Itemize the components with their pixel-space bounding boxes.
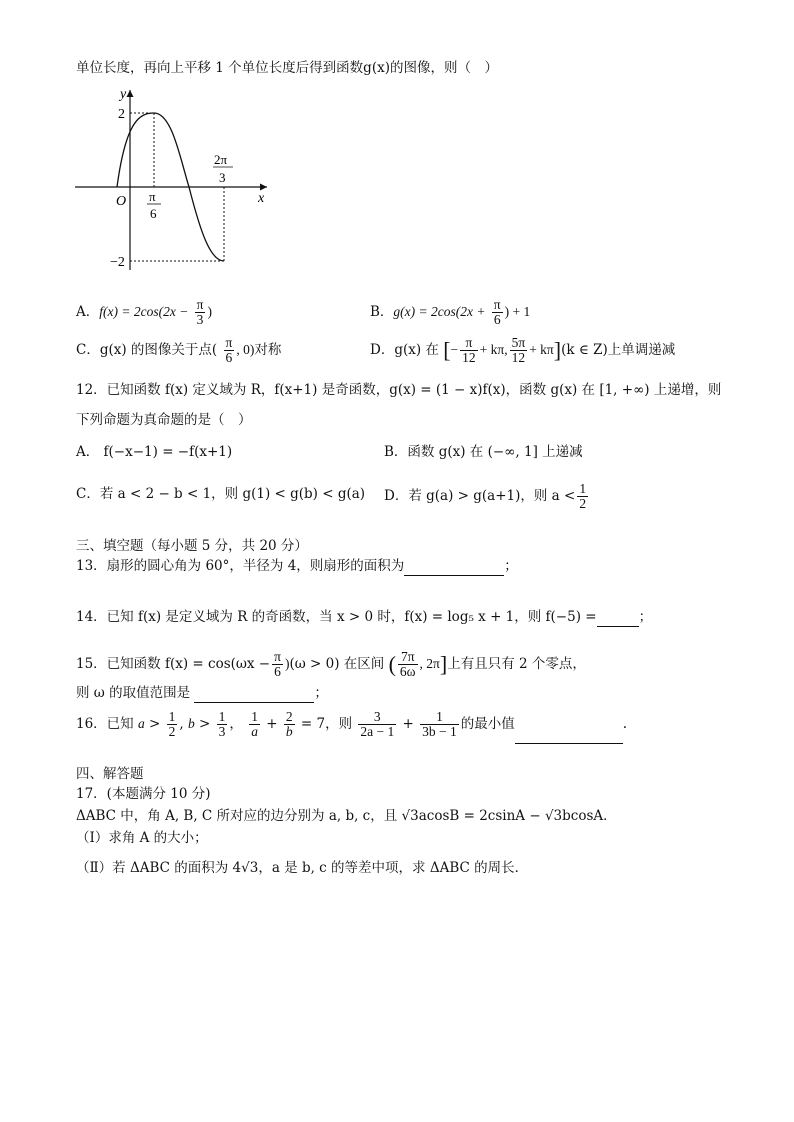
- y-max-label: 2: [118, 107, 125, 122]
- q17-line1: ΔABC 中，角 A, B, C 所对应的边分别为 a, b, c，且 √3acosB = 2csinA − √3bcosA．: [76, 808, 617, 824]
- q12-stem-line2: 下列命题为真命题的是（ ）: [76, 412, 252, 428]
- q11-option-c: C．g(x) 的图像关于点( $\frac{\pi}{6}$ , 0)对称: [76, 335, 282, 365]
- x-label: x: [258, 191, 265, 206]
- q12-option-a: A． f(−x−1) = −f(x+1): [76, 444, 233, 460]
- q12-option-d: D．若 g(a) > g(a+1)，则 a < $\frac{1}{2}$: [384, 481, 587, 511]
- section3-heading: 三、填空题（每小题 5 分，共 20 分）: [76, 538, 308, 554]
- q15-line1: 15．已知函数 f(x) = cos(ωx − $\frac{\pi}{6}$ )(ω > 0) 在区间 ( $\frac{7\pi}{6\omega}$ , 2π]上有且只有 2 个零点，: [76, 649, 586, 679]
- origin-label: O: [116, 194, 127, 209]
- tick-2pi: 2π: [214, 152, 228, 167]
- q17-head: 17．(本题满分 10 分): [76, 786, 211, 802]
- q12-option-b: B．函数 g(x) 在 (−∞, 1] 上递减: [384, 444, 583, 460]
- function-graph: [60, 80, 285, 280]
- tick-6: 6: [150, 206, 157, 221]
- intro-text: 单位长度，再向上平移 1 个单位长度后得到函数g(x)的图像，则（ ）: [76, 60, 498, 76]
- q15-line2: 则 ω 的取值范围是 ；: [76, 685, 328, 701]
- q14-text: 14．已知 f(x) 是定义域为 R 的奇函数，当 x > 0 时，f(x) = log₅ x + 1，则 f(−5) = ；: [76, 609, 653, 625]
- q13-text: 13．扇形的圆心角为 60°，半径为 4，则扇形的面积为 ；: [76, 558, 518, 574]
- section4-heading: 四、解答题: [76, 766, 144, 782]
- tick-3: 3: [219, 170, 226, 185]
- tick-pi: π: [149, 189, 156, 204]
- q11-option-d: D．g(x) 在 [− $\frac{\pi}{12}$ + kπ, $\frac{5\pi}{12}$ + kπ](k ∈ Z)上单调递减: [370, 335, 676, 365]
- q12-option-c: C．若 a < 2 − b < 1，则 g(1) < g(b) < g(a): [76, 486, 366, 502]
- y-label: y: [120, 87, 127, 102]
- q12-stem-line1: 12．已知函数 f(x) 定义域为 R，f(x+1) 是奇函数，g(x) = (1 − x)f(x)，函数 g(x) 在 [1, +∞) 上递增，则: [76, 382, 722, 398]
- q11-option-b: B．g(x) = 2cos(2x + $\frac{\pi}{6}$ ) + 1: [370, 297, 531, 327]
- q11-option-a: A．f(x) = 2cos(2x − $\frac{\pi}{3}$ ): [76, 297, 212, 327]
- q17-part2: （Ⅱ）若 ΔABC 的面积为 4√3，a 是 b, c 的等差中项，求 ΔABC 的周长．: [76, 860, 529, 876]
- q16-text: 16．已知 a > $\frac{1}{2}$ , b > $\frac{1}{3}$ ， $\frac{1}{a}$ + $\frac{2}{b}$ = 7，则 $\frac{3}{2a - 1}$ + $\frac{1}{3b - 1}$ 的最小值 .: [76, 704, 627, 744]
- q17-part1: （Ⅰ）求角 A 的大小；: [76, 830, 208, 846]
- y-min-label: −2: [110, 255, 125, 270]
